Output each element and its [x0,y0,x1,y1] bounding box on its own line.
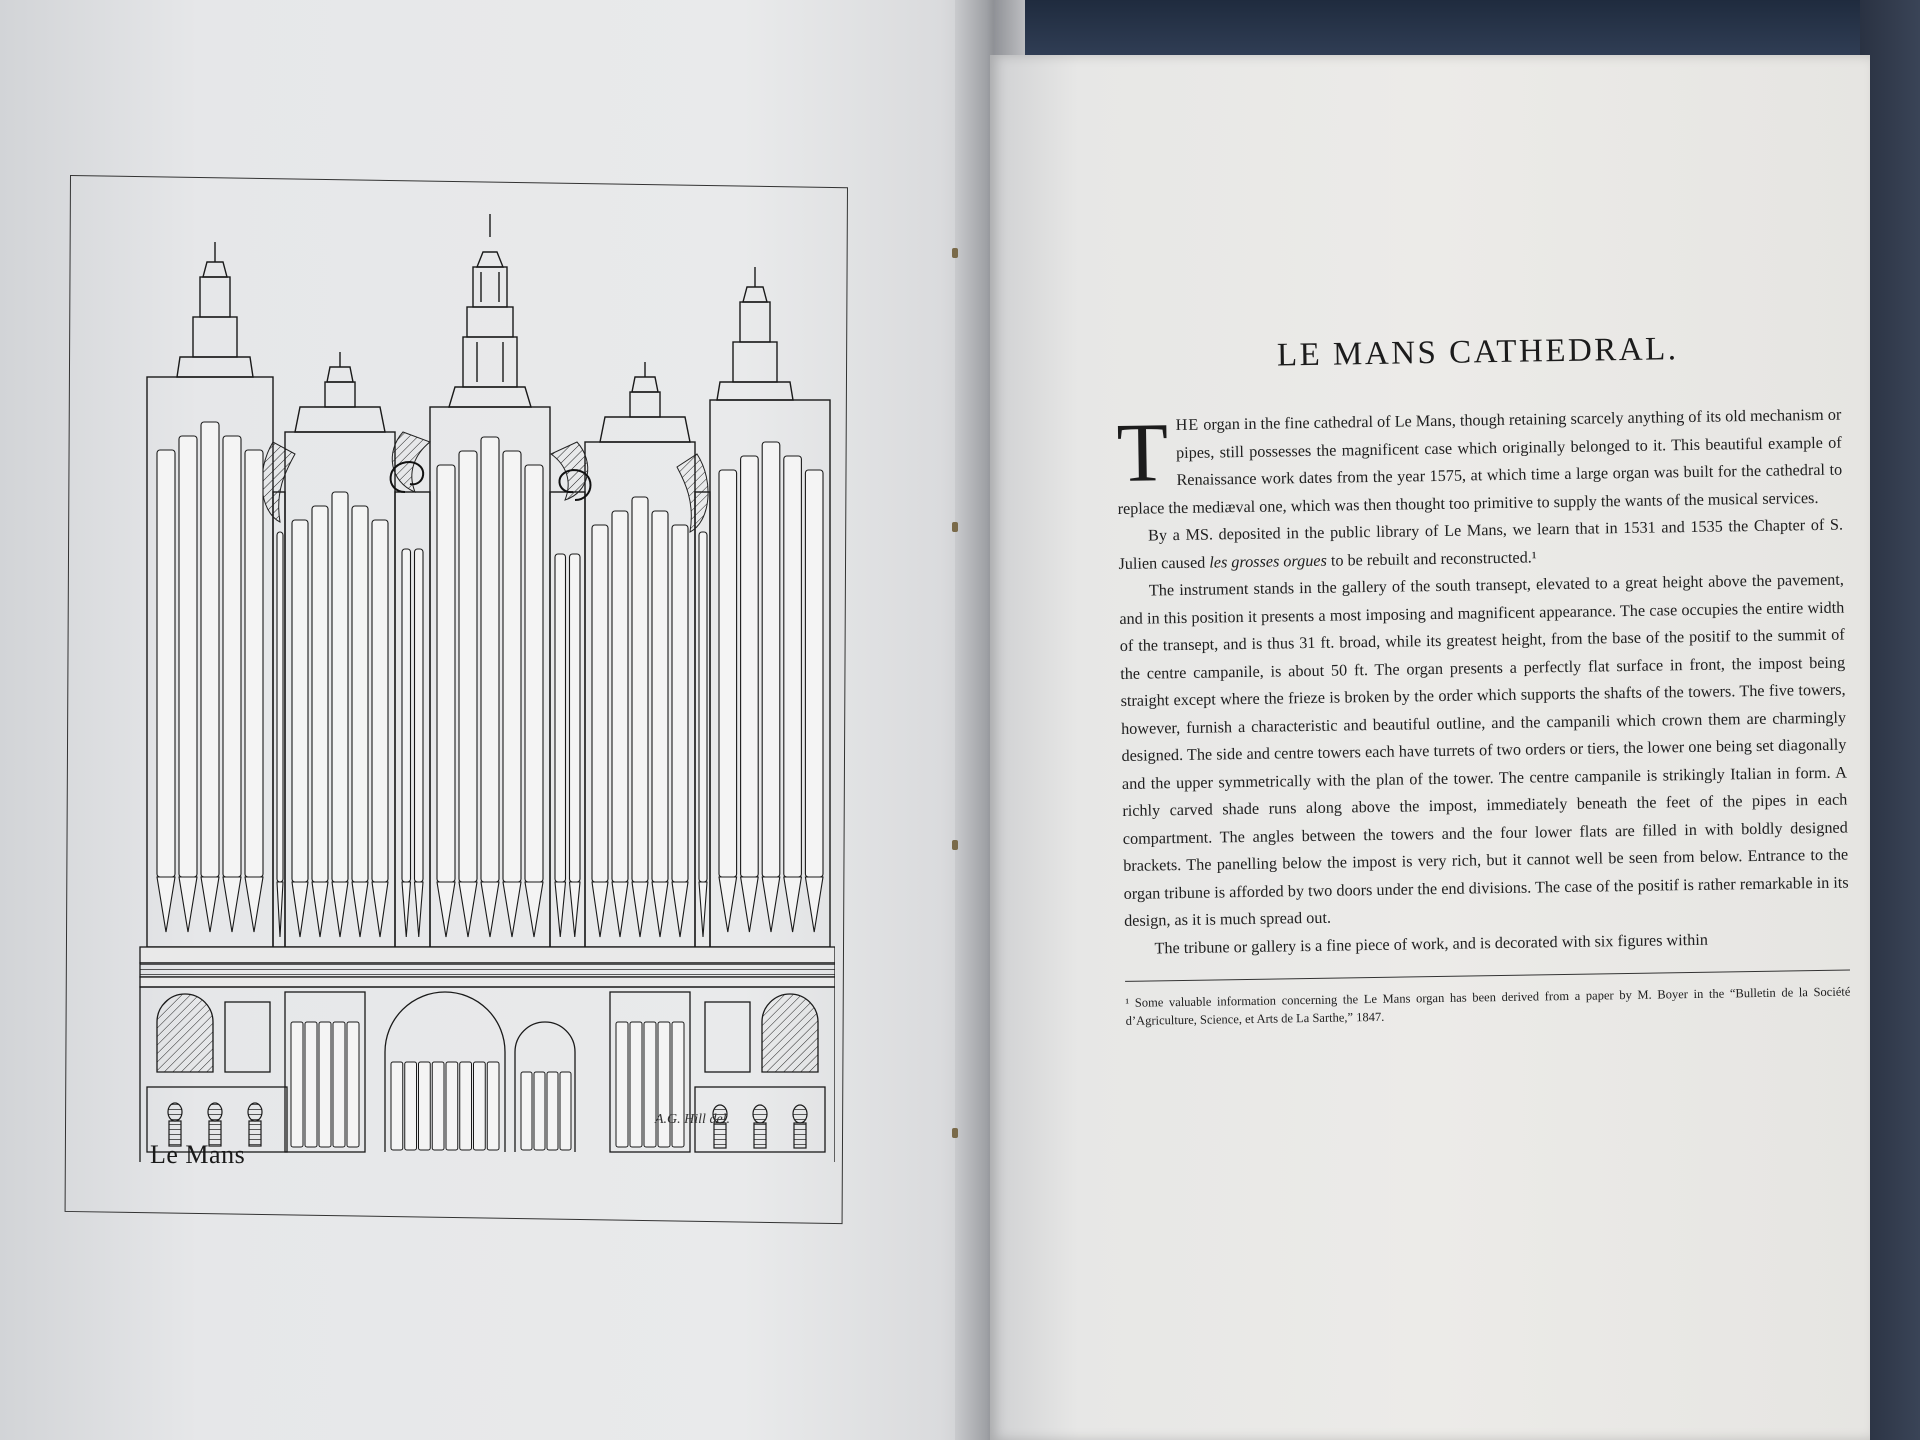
organ-pipe [372,520,388,882]
organ-pipe-lower [658,1022,670,1147]
organ-pipe [503,451,521,882]
organ-pipe [672,525,688,882]
organ-pipe [652,511,668,882]
organ-pipe [437,465,455,882]
organ-pipe [402,549,411,882]
paragraph [1116,402,1843,523]
footnote-rule [1125,970,1850,982]
organ-pipe-lower [460,1062,472,1150]
plate-caption: Le Mans [150,1140,246,1169]
paragraph-text: to be rebuilt and reconstructed.¹ [1326,547,1537,570]
italic-phrase: les grosses orgues [1209,551,1327,572]
organ-pipe-foot [292,882,308,937]
organ-pipe-foot [201,877,219,932]
organ-pipe [805,470,823,877]
organ-pipe [415,549,424,882]
organ-pipe [179,436,197,877]
organ-pipe-foot [805,877,823,932]
organ-pipe-foot [741,877,759,932]
organ-pipe-lower [474,1062,486,1150]
organ-pipe-lower [405,1062,417,1150]
organ-pipe-foot [699,882,707,937]
organ-pipe-foot [503,882,521,937]
organ-pipe [292,520,308,882]
paragraph: The tribune or gallery is a fine piece of work, and is decorated with six figures within [1154,930,1708,957]
organ-pipe [741,456,759,877]
organ-pipe-foot [352,882,368,937]
artist-signature: A.G. Hill del. [655,1112,731,1127]
organ-pipe-lower [616,1022,628,1147]
organ-pipe-foot [612,882,628,937]
organ-pipe [352,506,368,882]
organ-pipe [632,497,648,882]
organ-pipe [570,554,581,882]
organ-pipe-foot [652,882,668,937]
organ-pipe-foot [592,882,608,937]
organ-pipe-foot [372,882,388,937]
organ-pipe-foot [312,882,328,937]
organ-pipe-lower [547,1072,558,1150]
organ-pipe-foot [719,877,737,932]
drop-cap: T [1116,406,1169,500]
organ-illustration [85,192,835,1162]
organ-pipe [555,554,566,882]
organ-pipe [277,532,283,882]
organ-pipe [157,450,175,877]
organ-pipe-lower [291,1022,303,1147]
paragraph: The instrument stands in the gallery of the south transept, elevated to a great height above the pavement, and in this position it presents a most imposing and magnificent appearance. The case occupies the entire width of the transept, and is thus 31 ft. broad, while its greatest height, from the base of the positif to the summit of the centre campanile, is about 50 ft. The organ presents a perfectly flat surface in front, the impost being straight except where the frieze is broken by the order which supports the shafts of the towers. The five towers, however, furnish a characteristic and beautiful outline, and the campanili which crown them are charmingly designed. The side and centre towers each have turrets of two orders or tiers, the lower one being set diagonally and the upper symmetrically with the plan of the tower. The centre campanile is strikingly Italian in form. A richly carved shade runs along above the impost, immediately beneath the feet of the pipes in each compartment. The angles between the towers and the four lower flats are filled in with boldly designed brackets. The panelling below the impost is very rich, but it cannot well be seen from below. Entrance to the organ tribune is afforded by two doors under the end divisions. The case of the positif is rather remarkable in its design, as it is much spread out. [1119,570,1849,930]
organ-pipe [481,437,499,882]
organ-pipe [762,442,780,877]
organ-pipe-foot [784,877,802,932]
organ-pipe-foot [632,882,648,937]
organ-pipe-lower [630,1022,642,1147]
organ-pipe-foot [245,877,263,932]
organ-pipe-foot [402,882,411,937]
organ-pipe [332,492,348,882]
organ-pipe-foot [525,882,543,937]
binding-stitch [952,1128,958,1138]
organ-pipe-lower [534,1072,545,1150]
organ-pipe-lower [432,1062,444,1150]
organ-pipe-lower [333,1022,345,1147]
organ-pipe [592,525,608,882]
organ-pipe [612,511,628,882]
footnote: ¹ Some valuable information concerning the Le Mans organ has been derived from a paper by M. Boyer in the “Bulletin de la Société d’Agriculture, Science, et Arts de La Sarthe,” 1847. [1125,984,1851,1028]
organ-pipe-foot [277,882,283,937]
organ-pipe [201,422,219,877]
organ-pipe-lower [560,1072,571,1150]
organ-pipe-foot [672,882,688,937]
organ-pipe-foot [437,882,455,937]
binding-stitch [952,248,958,258]
organ-pipe [245,450,263,877]
organ-pipe-lower [521,1072,532,1150]
organ-pipe-foot [762,877,780,932]
organ-pipe-lower [487,1062,499,1150]
organ-pipe-foot [223,877,241,932]
organ-pipe-foot [179,877,197,932]
organ-pipe [223,436,241,877]
organ-pipe-foot [332,882,348,937]
organ-pipe-lower [391,1062,403,1150]
organ-pipe [525,465,543,882]
paragraph-text: By a MS. deposited in the public library of Le Mans, we learn that in 1531 and 1535 the Chapter of S. Julien caused [1118,515,1844,573]
organ-pipe-lower [347,1022,359,1147]
organ-pipe-foot [481,882,499,937]
paragraph-text: organ in the fine cathedral of Le Mans, though retaining scarcely anything of its old mechanism or pipes, still possesses the magnificent case which originally belonged to it. This beautiful example of Renaissance work dates from the year 1575, at which time a large organ was built for the cathedral to replace the mediæval one, which was then thought too primitive to supply the wants of the musical services. [1117,405,1843,518]
organ-pipe [312,506,328,882]
organ-pipe [459,451,477,882]
organ-pipe-foot [555,882,566,937]
organ-pipe-lower [644,1022,656,1147]
organ-pipe-foot [570,882,581,937]
organ-pipe [699,532,707,882]
organ-pipe-lower [305,1022,317,1147]
organ-pipe [719,470,737,877]
organ-pipe-lower [446,1062,458,1150]
organ-pipe [784,456,802,877]
binding-stitch [952,840,958,850]
organ-pipe-foot [157,877,175,932]
binding-stitch [952,522,958,532]
organ-pipe-foot [459,882,477,937]
lead-caps: HE [1175,415,1200,435]
article [1115,329,1851,1030]
organ-pipe-lower [319,1022,331,1147]
organ-pipe-lower [419,1062,431,1150]
article-title: LE MANS CATHEDRAL. [1276,331,1679,374]
organ-pipe-foot [415,882,424,937]
organ-pipe-lower [672,1022,684,1147]
